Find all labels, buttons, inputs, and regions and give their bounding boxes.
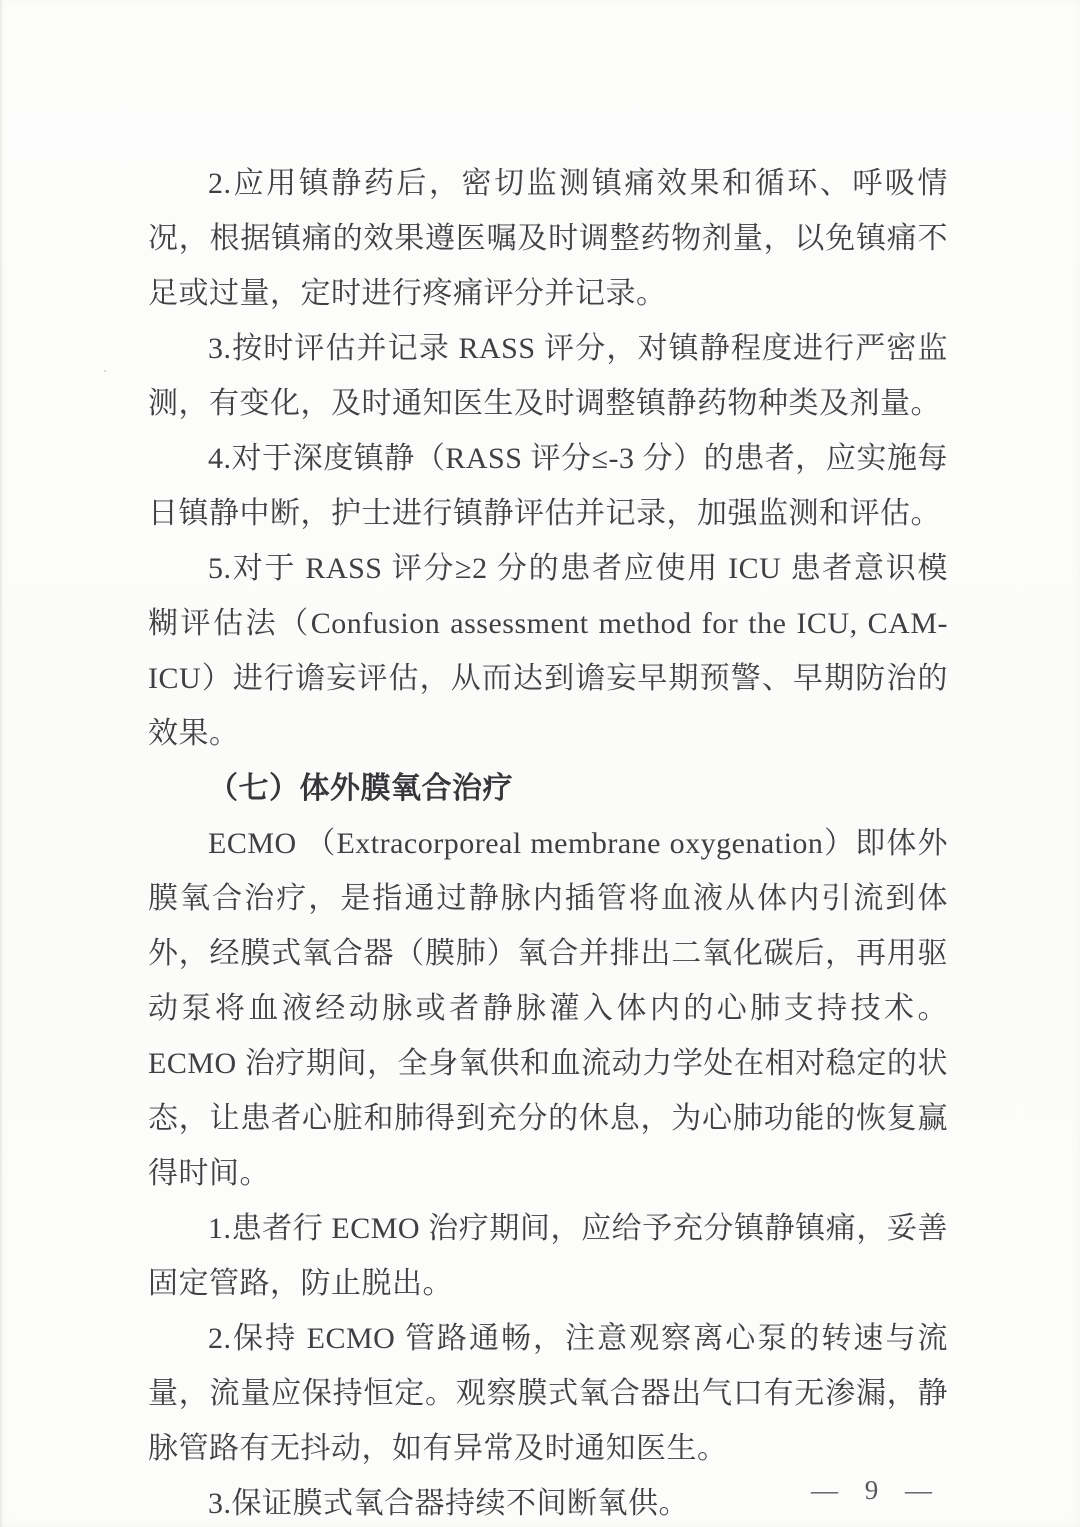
- paragraph-item-2-ecmo-circuit: 2.保持 ECMO 管路通畅，注意观察离心泵的转速与流量，流量应保持恒定。观察膜式氧合器出气口有无渗漏，静脉管路有无抖动，如有异常及时通知医生。: [148, 1322, 948, 1465]
- paragraph-item-3-rass-recording: 3.按时评估并记录 RASS 评分，对镇静程度进行严密监测，有变化，及时通知医生及时调整镇静药物种类及剂量。: [148, 332, 948, 420]
- scanner-edge-shadow: [0, 0, 3, 1527]
- paragraph-item-5-cam-icu: 5.对于 RASS 评分≥2 分的患者应使用 ICU 患者意识模糊评估法（Confusion assessment method for the ICU, CAM-ICU）进行谵妄评估，从而达到谵妄早期预警、早期防治的效果。: [148, 552, 948, 750]
- section-heading-ecmo-therapy: （七）体外膜氧合治疗: [208, 772, 513, 805]
- paragraph-item-2-sedation-monitoring: 2.应用镇静药后，密切监测镇痛效果和循环、呼吸情况，根据镇痛的效果遵医嘱及时调整药物剂量，以免镇痛不足或过量，定时进行疼痛评分并记录。: [148, 167, 948, 310]
- page-number: — 9 —: [811, 1475, 934, 1505]
- paragraph-item-3-oxygen-supply: 3.保证膜式氧合器持续不间断氧供。: [208, 1487, 689, 1520]
- scan-speck: [104, 370, 106, 372]
- paragraph-item-1-ecmo-sedation: 1.患者行 ECMO 治疗期间，应给予充分镇静镇痛，妥善固定管路，防止脱出。: [148, 1212, 948, 1300]
- paragraph-item-4-deep-sedation: 4.对于深度镇静（RASS 评分≤-3 分）的患者，应实施每日镇静中断，护士进行镇静评估并记录，加强监测和评估。: [148, 442, 948, 530]
- page-footer: [712, 1436, 934, 1527]
- document-body: [148, 156, 948, 1527]
- paragraph-ecmo-definition: ECMO （Extracorporeal membrane oxygenation）即体外膜氧合治疗，是指通过静脉内插管将血液从体内引流到体外，经膜式氧合器（膜肺）氧合并排出二氧化碳后，再用驱动泵将血液经动脉或者静脉灌入体内的心肺支持技术。ECMO 治疗期间，全身氧供和血流动力学处在相对稳定的状态，让患者心脏和肺得到充分的休息，为心肺功能的恢复赢得时间。: [148, 827, 948, 1190]
